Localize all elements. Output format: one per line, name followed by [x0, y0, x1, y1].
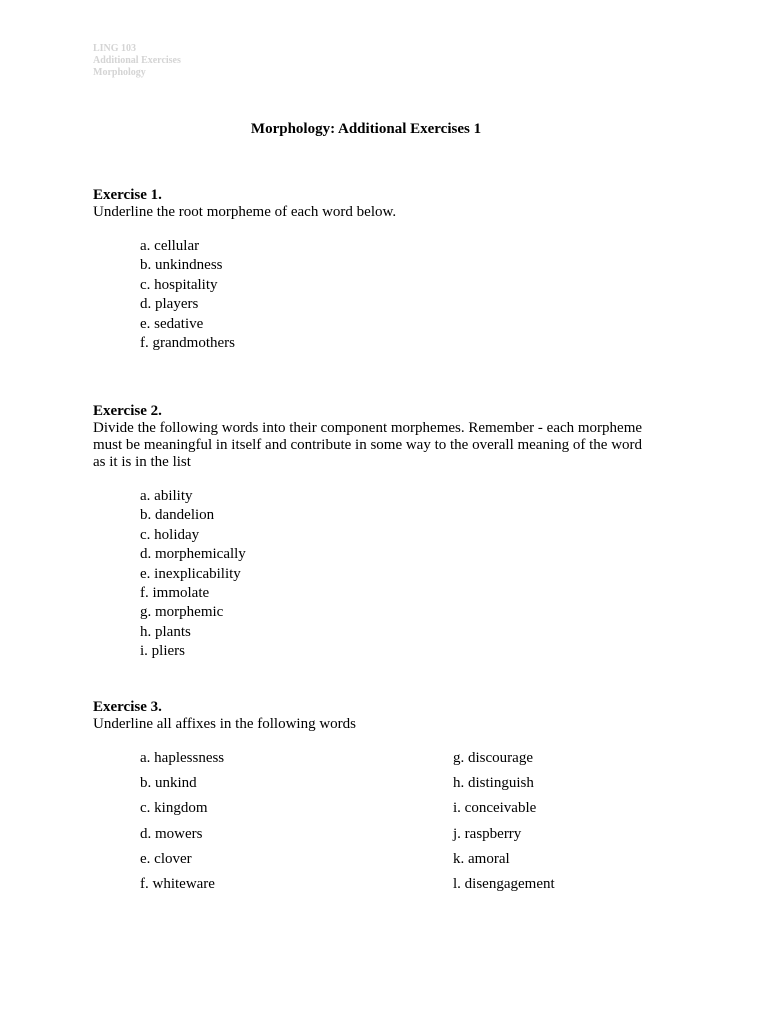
exercise-2-instruction-line: must be meaningful in itself and contribute in some way to the overall meaning of the word: [93, 437, 643, 453]
exercise-3-heading: Exercise 3.: [93, 699, 162, 715]
list-item: a. haplessness: [140, 750, 225, 766]
exercise-3-instruction: Underline all affixes in the following words: [93, 716, 356, 732]
list-item: e. clover: [140, 850, 192, 867]
list-item: f. grandmothers: [140, 335, 235, 352]
exercise-2: [93, 403, 673, 660]
list-item: b. unkindness: [140, 257, 223, 274]
exercise-2-items: [140, 487, 246, 662]
exercise-3: [93, 699, 673, 893]
list-item: d. players: [140, 296, 199, 313]
list-item: a. cellular: [140, 238, 200, 254]
list-item: c. kingdom: [140, 800, 208, 817]
list-item: i. conceivable: [453, 800, 537, 817]
exercise-1-heading: Exercise 1.: [93, 187, 162, 203]
exercise-2-heading: Exercise 2.: [93, 403, 162, 419]
list-item: j. raspberry: [453, 825, 522, 842]
list-item: e. sedative: [140, 315, 204, 332]
list-item: l. disengagement: [453, 876, 555, 893]
exercise-2-instruction-line: as it is in the list: [93, 454, 191, 470]
exercise-1: [93, 187, 673, 352]
list-item: i. pliers: [140, 643, 185, 660]
list-item: a. ability: [140, 488, 193, 504]
list-item: b. dandelion: [140, 507, 215, 524]
list-item: h. plants: [140, 623, 191, 640]
list-item: k. amoral: [453, 850, 510, 867]
list-item: c. hospitality: [140, 276, 218, 293]
exercise-3-left-column: [140, 746, 224, 897]
list-item: c. holiday: [140, 526, 200, 543]
list-item: e. inexplicability: [140, 565, 241, 582]
exercise-1-instruction: Underline the root morpheme of each word below.: [93, 204, 397, 220]
header-topic: Morphology: [93, 67, 146, 78]
page-header: [93, 43, 181, 79]
list-item: f. immolate: [140, 585, 210, 602]
list-item: g. morphemic: [140, 604, 224, 621]
header-subtitle: Additional Exercises: [93, 55, 181, 66]
list-item: g. discourage: [453, 750, 533, 766]
list-item: h. distinguish: [453, 775, 534, 792]
exercise-3-right-column: [453, 746, 555, 897]
exercise-1-items: [140, 237, 235, 353]
header-course: LING 103: [93, 43, 137, 54]
list-item: d. mowers: [140, 825, 203, 842]
list-item: d. morphemically: [140, 546, 246, 563]
list-item: b. unkind: [140, 775, 197, 792]
exercise-2-instruction-line: Divide the following words into their component morphemes. Remember - each morpheme: [93, 420, 643, 436]
document-title: Morphology: Additional Exercises 1: [250, 121, 482, 137]
list-item: f. whiteware: [140, 876, 215, 893]
